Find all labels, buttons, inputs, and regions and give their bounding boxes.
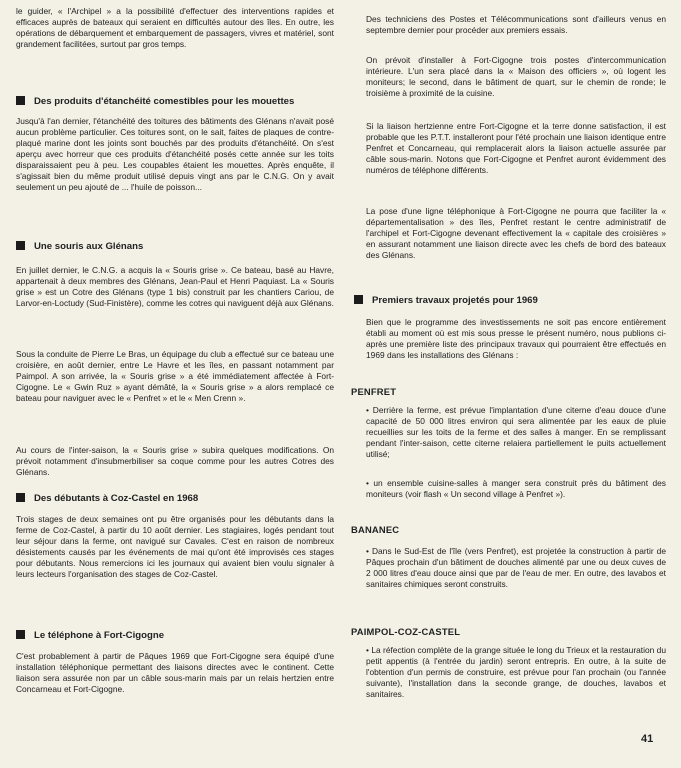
bullet-square-icon [16,96,25,105]
penfret-item-2: • un ensemble cuisine-salles à manger sera construit près du bâtiment des moniteurs (voir flash « Un second village à Penfret »). [366,478,666,499]
paragraph-mouettes: Jusqu'à l'an dernier, l'étanchéité des toitures des bâtiments des Glénans n'avait posé aucun problème particulier. Ces toitures sont, on le sait, faites de plaques de contre-plaqué marine dont les joints sont bouchés par des produits d'étanchéité. On s'est aperçu avec horreur que ces produits d'étanchéité posés cette année sur les toits disparaissaient peu à peu. Les coupables étaient les mouettes. Après enquête, il s'agissait bien du même produit utilisé depuis vingt ans par le C.N.G. On y avait seulement un peu ajouté de ... l'huile de poisson... [16,116,334,192]
heading-text: Une souris aux Glénans [34,241,144,252]
heading-travaux [354,295,538,307]
heading-debutants [16,493,198,505]
paragraph-souris-1: En juillet dernier, le C.N.G. a acquis la « Souris grise ». Ce bateau, basé au Havre, appartenait à deux membres des Glénans, Jean-Paul et Henri Paquiast. La « Souris grise » est un Cotre des Glénans (type 1 bis) construit par les chantiers Cariou, de Larvor-en-Loctudy (Sud-Finistère), comme les cotres qui naviguent déjà aux Glénans. [16,265,334,308]
bullet-square-icon [354,295,363,304]
bullet-square-icon [16,493,25,502]
heading-mouettes [16,96,294,108]
intro-paragraph: le guider, « l'Archipel » a la possibilité d'effectuer des interventions rapides et efficaces auprès de bateaux qui seraient en difficultés autour des îles. En outre, les opérations de débarquement et embarquement de passagers, vivres et matériel, sont grandement facilitées, surtout par gros temps. [16,6,334,49]
paragraph-souris-2: Sous la conduite de Pierre Le Bras, un équipage du club a effectué sur ce bateau une croisière, en août dernier, entre Le Havre et les îles, en passant notamment par Paimpol. A son arrivée, la « Souris grise » a été immédiatement affectée à Fort-Cigogne. Le « Gwin Ruz » ayant démâté, la « Souris grise » a alors remplacé ce bateau pour naviguer avec le « Penfret » et le « Men Crenn ». [16,349,334,403]
bullet-square-icon [16,241,25,250]
heading-text: Premiers travaux projetés pour 1969 [372,295,538,306]
heading-text: Des débutants à Coz-Castel en 1968 [34,493,199,504]
penfret-item-1: • Derrière la ferme, est prévue l'implantation d'une citerne d'eau douce d'une capacité de 50 000 litres environ qui sera alimentée par les eaux de pluie recueillies sur les toits de la ferme et des salles à manger. En se remplissant pendant l'inter-saison, cette citerne relaiera partiellement le puits actuellement utilisé; [366,405,666,459]
paragraph-telephone: C'est probablement à partir de Pâques 1969 que Fort-Cigogne sera équipé d'une installation téléphonique permettant des liaisons directes avec le continent. Cette liaison sera assurée non par un câble sous-marin mais par un relais hertzien entre Concarneau et Fort-Cigogne. [16,651,334,694]
subheading-bananec: BANANEC [351,524,400,535]
bananec-item: • Dans le Sud-Est de l'île (vers Penfret), est projetée la construction à partir de Pâques prochain d'un bâtiment de douches alimenté par une ou deux cuves de 2 000 litres d'eau douce ainsi que par de l'eau de mer. En outre, des lavabos et sanitaires chimiques seront construits. [366,546,666,589]
heading-text: Des produits d'étanchéité comestibles pour les mouettes [34,96,295,107]
paragraph-ligne: La pose d'une ligne téléphonique à Fort-Cigogne ne pourra que faciliter la « départementalisation » des îles, Penfret restant le centre administratif de l'archipel et Fort-Cigogne devenant effectivement la « capitale des croisières » en assurant notamment une liaison directe avec les chefs de bord des bateaux des Glénans. [366,206,666,260]
heading-telephone [16,630,164,642]
page-number: 41 [641,733,654,745]
heading-souris [16,241,143,253]
paragraph-programme: Bien que le programme des investissements ne soit pas encore entièrement établi au moment où est mis sous presse le présent numéro, nous publions ci-après une première liste des principaux travaux qui pourraient être effectués en 1969 dans les installations des Glénans : [366,317,666,360]
paragraph-liaison: Si la liaison hertzienne entre Fort-Cigogne et la terre donne satisfaction, il est probable que les P.T.T. installeront pour l'été prochain une liaison identique entre Penfret et Concarneau, qui remplacerait alors la liaison actuelle assurée par câble sous-marin. Notons que Fort-Cigogne et Penfret auront évidemment des numéros de téléphone différents. [366,121,666,175]
paimpol-item: • La réfection complète de la grange située le long du Trieux et la restauration du petit appentis (à l'entrée du jardin) seront entrepris. En outre, à la suite de l'obtention d'un permis de construire, est prévue pour l'an prochain (ou l'année suivante), l'installation dans la seconde grange, de douches, lavabos et sanitaires. [366,645,666,699]
paragraph-postes: On prévoit d'installer à Fort-Cigogne trois postes d'intercommunication intérieure. L'un sera placé dans la « Maison des officiers », où logent les moniteurs; le second, dans le bâtiment de quart, sur le chemin de ronde; le troisième à proximité de la cuisine. [366,55,666,98]
paragraph-debutants: Trois stages de deux semaines ont pu être organisés pour les débutants dans la ferme de Coz-Castel, à partir du 10 août dernier. Les stagiaires, logés pendant tout leur séjour dans la ferme, ont navigué sur Cavales. C'est en raison de nombreux désistements causés par les événements de mai qu'ont été improvisés ces stages pour débutants. Nous remercions ici les journaux qui avaient bien voulu signaler à leurs lecteurs l'organisation des stages de Coz-Castel. [16,514,334,579]
subheading-paimpol: PAIMPOL-COZ-CASTEL [351,626,461,637]
subheading-penfret: PENFRET [351,386,397,397]
heading-text: Le téléphone à Fort-Cigogne [34,630,165,641]
paragraph-techniciens: Des techniciens des Postes et Télécommunications sont d'ailleurs venus en septembre dernier pour procéder aux premiers essais. [366,14,666,35]
bullet-square-icon [16,630,25,639]
paragraph-souris-3: Au cours de l'inter-saison, la « Souris grise » subira quelques modifications. On prévoit notamment d'insubmerbiliser sa coque comme pour les autres Cotres des Glénans. [16,445,334,477]
